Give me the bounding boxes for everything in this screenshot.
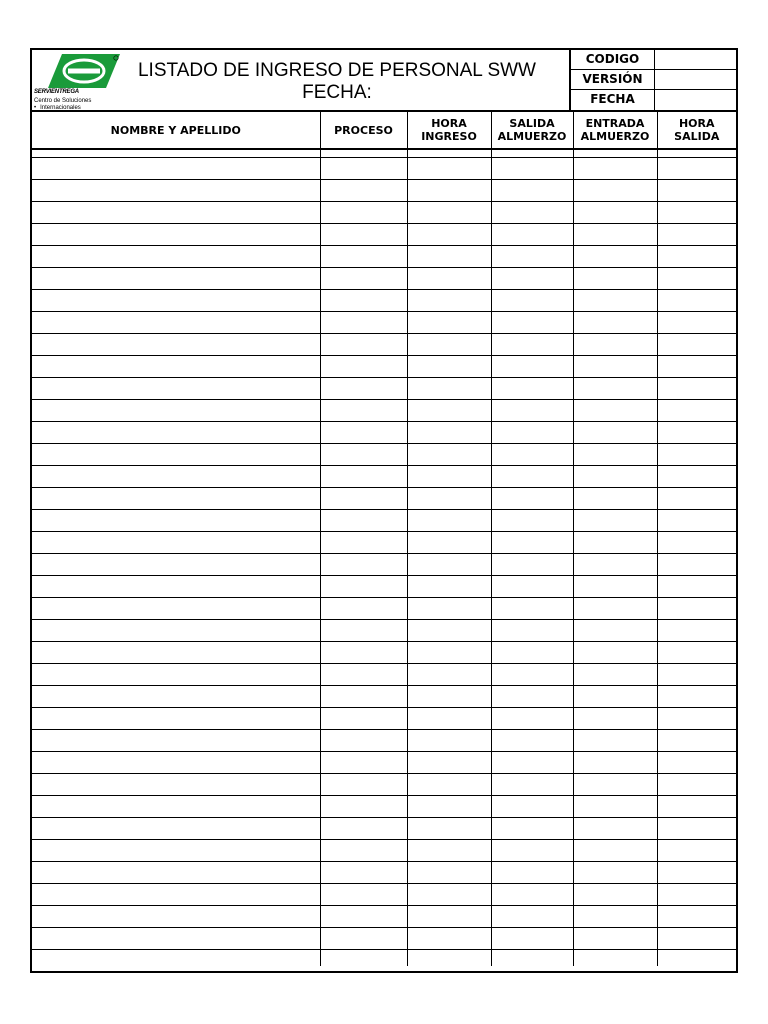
table-cell[interactable] xyxy=(407,752,491,774)
table-row xyxy=(32,664,736,686)
table-cell[interactable] xyxy=(491,950,573,967)
servientrega-logo xyxy=(34,54,130,112)
table-cell[interactable] xyxy=(407,620,491,642)
table-cell[interactable] xyxy=(32,752,320,774)
table-cell[interactable] xyxy=(32,149,320,158)
table-cell[interactable] xyxy=(32,444,320,466)
table-cell[interactable] xyxy=(657,686,736,708)
table-cell[interactable] xyxy=(320,356,407,378)
column-header-salida-almuerzo: SALIDA ALMUERZO xyxy=(491,112,573,149)
table-cell[interactable] xyxy=(407,466,491,488)
table-cell[interactable] xyxy=(491,840,573,862)
table-cell[interactable] xyxy=(32,488,320,510)
table-cell[interactable] xyxy=(407,818,491,840)
table-cell[interactable] xyxy=(657,202,736,224)
table-cell[interactable] xyxy=(491,818,573,840)
table-cell[interactable] xyxy=(32,422,320,444)
table-cell[interactable] xyxy=(573,532,657,554)
table-cell[interactable] xyxy=(657,664,736,686)
table-cell[interactable] xyxy=(320,378,407,400)
table-cell[interactable] xyxy=(657,422,736,444)
table-cell[interactable] xyxy=(573,818,657,840)
table-row xyxy=(32,158,736,180)
table-cell[interactable] xyxy=(573,884,657,906)
table-cell[interactable] xyxy=(573,862,657,884)
table-cell[interactable] xyxy=(657,180,736,202)
table-cell[interactable] xyxy=(407,708,491,730)
table-cell[interactable] xyxy=(32,246,320,268)
table-row xyxy=(32,554,736,576)
table-cell[interactable] xyxy=(320,950,407,967)
table-cell[interactable] xyxy=(32,224,320,246)
table-cell[interactable] xyxy=(320,202,407,224)
logo-brand-name: SERVIENTREGA xyxy=(34,89,79,95)
table-cell[interactable] xyxy=(491,576,573,598)
table-cell[interactable] xyxy=(32,532,320,554)
table-cell[interactable] xyxy=(657,884,736,906)
table-cell[interactable] xyxy=(32,312,320,334)
table-cell[interactable] xyxy=(657,290,736,312)
meta-row-fecha xyxy=(571,90,736,110)
table-cell[interactable] xyxy=(320,840,407,862)
table-cell[interactable] xyxy=(407,202,491,224)
table-cell[interactable] xyxy=(657,906,736,928)
table-cell[interactable] xyxy=(491,158,573,180)
table-row xyxy=(32,290,736,312)
table-cell[interactable] xyxy=(573,950,657,967)
table-cell[interactable] xyxy=(320,598,407,620)
table-cell[interactable] xyxy=(320,422,407,444)
table-cell[interactable] xyxy=(407,488,491,510)
table-row xyxy=(32,686,736,708)
table-cell[interactable] xyxy=(407,444,491,466)
table-cell[interactable] xyxy=(657,400,736,422)
table-cell[interactable] xyxy=(573,554,657,576)
table-cell[interactable] xyxy=(491,488,573,510)
table-cell[interactable] xyxy=(32,664,320,686)
table-cell[interactable] xyxy=(573,180,657,202)
table-cell[interactable] xyxy=(407,884,491,906)
table-cell[interactable] xyxy=(407,268,491,290)
table-cell[interactable] xyxy=(32,158,320,180)
table-cell[interactable] xyxy=(407,928,491,950)
table-cell[interactable] xyxy=(320,620,407,642)
table-cell[interactable] xyxy=(407,686,491,708)
table-cell[interactable] xyxy=(32,620,320,642)
table-cell[interactable] xyxy=(657,928,736,950)
table-cell[interactable] xyxy=(32,642,320,664)
table-row xyxy=(32,224,736,246)
table-cell[interactable] xyxy=(320,664,407,686)
table-cell[interactable] xyxy=(32,554,320,576)
table-cell[interactable] xyxy=(491,268,573,290)
table-cell[interactable] xyxy=(407,510,491,532)
table-cell[interactable] xyxy=(657,268,736,290)
table-cell[interactable] xyxy=(573,928,657,950)
table-cell[interactable] xyxy=(407,554,491,576)
table-cell[interactable] xyxy=(491,202,573,224)
table-cell[interactable] xyxy=(573,664,657,686)
table-row xyxy=(32,268,736,290)
table-cell[interactable] xyxy=(32,180,320,202)
table-cell[interactable] xyxy=(32,576,320,598)
table-row xyxy=(32,312,736,334)
table-cell[interactable] xyxy=(657,334,736,356)
table-cell[interactable] xyxy=(320,290,407,312)
table-cell[interactable] xyxy=(407,642,491,664)
table-row xyxy=(32,149,736,158)
table-cell[interactable] xyxy=(320,554,407,576)
table-cell[interactable] xyxy=(491,620,573,642)
table-cell[interactable] xyxy=(32,730,320,752)
table-cell[interactable] xyxy=(32,862,320,884)
table-row xyxy=(32,708,736,730)
column-header-proceso: PROCESO xyxy=(320,112,407,149)
table-cell[interactable] xyxy=(407,576,491,598)
table-cell[interactable] xyxy=(491,642,573,664)
table-cell[interactable] xyxy=(491,466,573,488)
table-row xyxy=(32,796,736,818)
table-cell[interactable] xyxy=(32,950,320,967)
table-cell[interactable] xyxy=(320,752,407,774)
table-cell[interactable] xyxy=(573,149,657,158)
table-cell[interactable] xyxy=(32,510,320,532)
table-cell[interactable] xyxy=(320,862,407,884)
table-row xyxy=(32,180,736,202)
table-cell[interactable] xyxy=(657,444,736,466)
column-header-hora-ingreso: HORA INGRESO xyxy=(407,112,491,149)
table-cell[interactable] xyxy=(491,312,573,334)
table-cell[interactable] xyxy=(32,884,320,906)
table-row xyxy=(32,862,736,884)
table-cell[interactable] xyxy=(320,466,407,488)
table-cell[interactable] xyxy=(32,708,320,730)
meta-value-version[interactable] xyxy=(655,70,736,89)
table-cell[interactable] xyxy=(491,246,573,268)
table-cell[interactable] xyxy=(320,312,407,334)
table-cell[interactable] xyxy=(320,576,407,598)
table-cell[interactable] xyxy=(657,576,736,598)
table-cell[interactable] xyxy=(407,224,491,246)
table-row xyxy=(32,422,736,444)
table-row xyxy=(32,444,736,466)
table-cell[interactable] xyxy=(407,774,491,796)
table-cell[interactable] xyxy=(32,796,320,818)
table-cell[interactable] xyxy=(320,246,407,268)
form-title-main: LISTADO DE INGRESO DE PERSONAL SWW xyxy=(137,60,536,81)
table-cell[interactable] xyxy=(491,180,573,202)
table-row xyxy=(32,378,736,400)
table-cell[interactable] xyxy=(407,730,491,752)
table-cell[interactable] xyxy=(407,862,491,884)
table-row xyxy=(32,466,736,488)
table-cell[interactable] xyxy=(407,796,491,818)
meta-label-codigo: CODIGO xyxy=(571,50,655,69)
table-row xyxy=(32,730,736,752)
table-cell[interactable] xyxy=(32,334,320,356)
meta-value-codigo[interactable] xyxy=(655,50,736,69)
table-cell[interactable] xyxy=(491,224,573,246)
table-cell[interactable] xyxy=(32,928,320,950)
table-cell[interactable] xyxy=(657,950,736,967)
table-cell[interactable] xyxy=(32,400,320,422)
table-cell[interactable] xyxy=(32,840,320,862)
table-cell[interactable] xyxy=(573,642,657,664)
table-cell[interactable] xyxy=(573,488,657,510)
table-cell[interactable] xyxy=(573,202,657,224)
table-cell[interactable] xyxy=(573,796,657,818)
table-cell[interactable] xyxy=(573,576,657,598)
table-cell[interactable] xyxy=(491,400,573,422)
table-cell[interactable] xyxy=(657,752,736,774)
table-cell[interactable] xyxy=(320,149,407,158)
table-cell[interactable] xyxy=(573,290,657,312)
table-cell[interactable] xyxy=(657,312,736,334)
table-cell[interactable] xyxy=(320,510,407,532)
table-cell[interactable] xyxy=(320,708,407,730)
table-cell[interactable] xyxy=(573,444,657,466)
meta-row-codigo xyxy=(571,50,736,70)
table-row xyxy=(32,334,736,356)
table-cell[interactable] xyxy=(320,818,407,840)
table-cell[interactable] xyxy=(32,906,320,928)
table-cell[interactable] xyxy=(491,444,573,466)
table-cell[interactable] xyxy=(320,884,407,906)
table-cell[interactable] xyxy=(657,840,736,862)
table-cell[interactable] xyxy=(573,620,657,642)
table-cell[interactable] xyxy=(32,202,320,224)
form-date-label: FECHA: xyxy=(302,82,372,103)
table-cell[interactable] xyxy=(320,774,407,796)
table-cell[interactable] xyxy=(657,642,736,664)
table-cell[interactable] xyxy=(491,752,573,774)
column-header-entrada-almuerzo: ENTRADA ALMUERZO xyxy=(573,112,657,149)
table-cell[interactable] xyxy=(491,378,573,400)
table-cell[interactable] xyxy=(573,708,657,730)
table-cell[interactable] xyxy=(407,598,491,620)
table-cell[interactable] xyxy=(491,422,573,444)
table-cell[interactable] xyxy=(407,950,491,967)
table-cell[interactable] xyxy=(491,686,573,708)
table-cell[interactable] xyxy=(407,400,491,422)
table-cell[interactable] xyxy=(32,774,320,796)
table-cell[interactable] xyxy=(573,686,657,708)
table-cell[interactable] xyxy=(573,158,657,180)
form-title xyxy=(122,60,552,104)
table-cell[interactable] xyxy=(407,334,491,356)
table-cell[interactable] xyxy=(657,862,736,884)
table-cell[interactable] xyxy=(573,422,657,444)
table-cell[interactable] xyxy=(573,246,657,268)
table-cell[interactable] xyxy=(320,158,407,180)
table-cell[interactable] xyxy=(407,356,491,378)
table-cell[interactable] xyxy=(320,686,407,708)
table-cell[interactable] xyxy=(32,686,320,708)
table-cell[interactable] xyxy=(320,532,407,554)
table-cell[interactable] xyxy=(491,356,573,378)
table-cell[interactable] xyxy=(407,246,491,268)
table-cell[interactable] xyxy=(573,730,657,752)
table-cell[interactable] xyxy=(320,642,407,664)
table-row xyxy=(32,840,736,862)
table-cell[interactable] xyxy=(573,268,657,290)
table-cell[interactable] xyxy=(491,906,573,928)
table-row xyxy=(32,950,736,967)
table-cell[interactable] xyxy=(657,149,736,158)
table-row xyxy=(32,510,736,532)
table-cell[interactable] xyxy=(657,356,736,378)
table-cell[interactable] xyxy=(491,334,573,356)
table-row xyxy=(32,488,736,510)
table-row xyxy=(32,818,736,840)
table-cell[interactable] xyxy=(573,400,657,422)
table-cell[interactable] xyxy=(320,268,407,290)
table-cell[interactable] xyxy=(573,334,657,356)
attendance-table xyxy=(32,112,736,966)
table-cell[interactable] xyxy=(657,730,736,752)
meta-label-version: VERSIÓN xyxy=(571,70,655,89)
table-cell[interactable] xyxy=(320,488,407,510)
table-cell[interactable] xyxy=(320,906,407,928)
table-cell[interactable] xyxy=(407,378,491,400)
table-cell[interactable] xyxy=(657,554,736,576)
table-cell[interactable] xyxy=(491,510,573,532)
column-header-hora-salida: HORA SALIDA xyxy=(657,112,736,149)
table-row xyxy=(32,906,736,928)
table-cell[interactable] xyxy=(573,466,657,488)
table-cell[interactable] xyxy=(573,752,657,774)
table-cell[interactable] xyxy=(320,730,407,752)
table-body xyxy=(32,149,736,966)
registration-form xyxy=(30,48,738,973)
table-cell[interactable] xyxy=(320,334,407,356)
table-cell[interactable] xyxy=(657,510,736,532)
table-cell[interactable] xyxy=(407,840,491,862)
table-cell[interactable] xyxy=(657,488,736,510)
table-cell[interactable] xyxy=(657,620,736,642)
servientrega-logo-icon xyxy=(48,54,120,88)
table-cell[interactable] xyxy=(657,378,736,400)
table-cell[interactable] xyxy=(320,224,407,246)
table-cell[interactable] xyxy=(407,158,491,180)
table-cell[interactable] xyxy=(32,268,320,290)
table-row xyxy=(32,202,736,224)
document-control-box xyxy=(569,50,736,110)
logo-tagline-secondary: • Internacionales xyxy=(34,105,81,111)
table-cell[interactable] xyxy=(573,774,657,796)
table-header-row xyxy=(32,112,736,149)
table-cell[interactable] xyxy=(573,840,657,862)
table-row xyxy=(32,752,736,774)
table-cell[interactable] xyxy=(407,422,491,444)
table-cell[interactable] xyxy=(407,532,491,554)
table-row xyxy=(32,356,736,378)
table-cell[interactable] xyxy=(320,400,407,422)
table-cell[interactable] xyxy=(657,224,736,246)
table-row xyxy=(32,576,736,598)
table-cell[interactable] xyxy=(320,928,407,950)
table-cell[interactable] xyxy=(491,598,573,620)
table-cell[interactable] xyxy=(657,598,736,620)
table-row xyxy=(32,532,736,554)
table-row xyxy=(32,598,736,620)
table-cell[interactable] xyxy=(320,796,407,818)
table-cell[interactable] xyxy=(407,664,491,686)
table-cell[interactable] xyxy=(491,796,573,818)
table-cell[interactable] xyxy=(32,356,320,378)
table-cell[interactable] xyxy=(32,290,320,312)
table-cell[interactable] xyxy=(32,598,320,620)
table-cell[interactable] xyxy=(491,774,573,796)
table-row xyxy=(32,642,736,664)
table-cell[interactable] xyxy=(657,708,736,730)
table-row xyxy=(32,774,736,796)
table-cell[interactable] xyxy=(657,774,736,796)
table-cell[interactable] xyxy=(491,884,573,906)
table-cell[interactable] xyxy=(491,928,573,950)
table-cell[interactable] xyxy=(573,510,657,532)
table-cell[interactable] xyxy=(491,532,573,554)
table-cell[interactable] xyxy=(320,444,407,466)
table-row xyxy=(32,884,736,906)
table-cell[interactable] xyxy=(657,796,736,818)
table-row xyxy=(32,400,736,422)
table-cell[interactable] xyxy=(573,378,657,400)
table-cell[interactable] xyxy=(491,730,573,752)
table-cell[interactable] xyxy=(491,554,573,576)
table-row xyxy=(32,928,736,950)
table-cell[interactable] xyxy=(573,312,657,334)
table-row xyxy=(32,246,736,268)
table-cell[interactable] xyxy=(407,290,491,312)
table-cell[interactable] xyxy=(407,149,491,158)
logo-tagline: Centro de Soluciones xyxy=(34,98,92,104)
table-cell[interactable] xyxy=(491,708,573,730)
table-cell[interactable] xyxy=(491,862,573,884)
table-cell[interactable] xyxy=(573,224,657,246)
table-cell[interactable] xyxy=(657,466,736,488)
table-row xyxy=(32,620,736,642)
column-header-nombre: NOMBRE Y APELLIDO xyxy=(32,112,320,149)
table-cell[interactable] xyxy=(573,356,657,378)
table-cell[interactable] xyxy=(491,149,573,158)
form-header xyxy=(32,50,736,112)
meta-row-version xyxy=(571,70,736,90)
meta-label-fecha: FECHA xyxy=(571,90,655,110)
table-cell[interactable] xyxy=(491,290,573,312)
table-cell[interactable] xyxy=(32,466,320,488)
table-cell[interactable] xyxy=(320,180,407,202)
table-cell[interactable] xyxy=(573,598,657,620)
table-cell[interactable] xyxy=(407,180,491,202)
table-cell[interactable] xyxy=(657,246,736,268)
table-cell[interactable] xyxy=(657,532,736,554)
table-cell[interactable] xyxy=(657,158,736,180)
table-cell[interactable] xyxy=(32,378,320,400)
table-cell[interactable] xyxy=(407,906,491,928)
table-cell[interactable] xyxy=(491,664,573,686)
table-cell[interactable] xyxy=(407,312,491,334)
meta-value-fecha[interactable] xyxy=(655,90,736,110)
table-cell[interactable] xyxy=(573,906,657,928)
table-cell[interactable] xyxy=(32,818,320,840)
table-cell[interactable] xyxy=(657,818,736,840)
